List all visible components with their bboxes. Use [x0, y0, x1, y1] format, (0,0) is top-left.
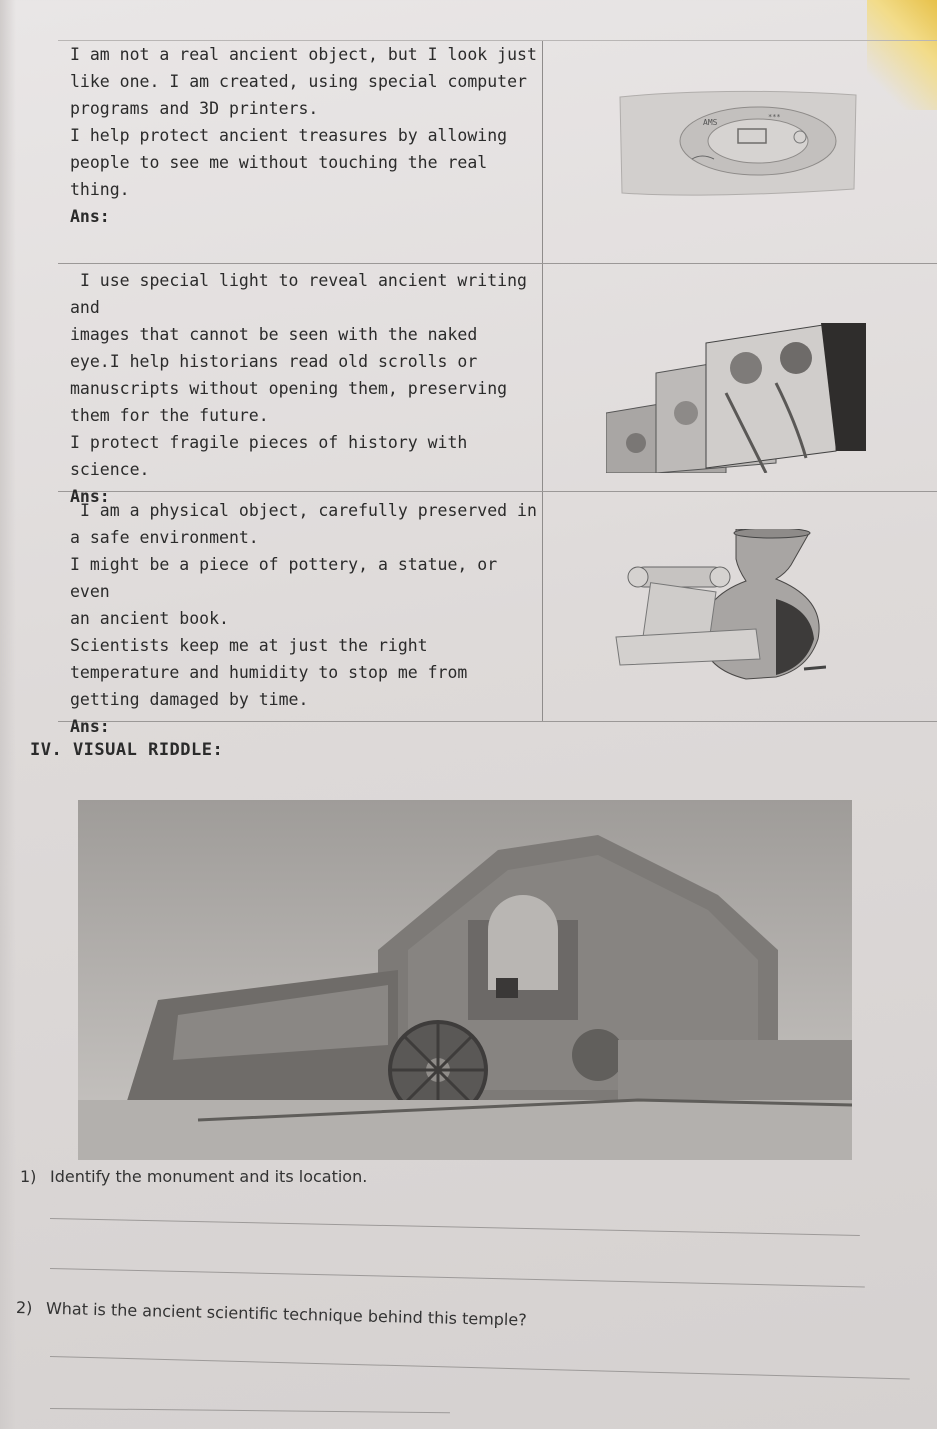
riddle-1-text: I am not a real ancient object, but I look just like one. I am created, using special computer programs and 3D printers. I help protect ancient treasures by allowing people to see me without touching the real thing. Ans: — [70, 45, 537, 226]
multispectral-imaging-illustration — [606, 323, 866, 473]
riddle-row-1 — [58, 41, 937, 264]
riddle-2-answer-label: Ans: — [70, 487, 110, 506]
question-1-text: Identify the monument and its location. — [50, 1167, 368, 1186]
riddle-row-3 — [58, 491, 937, 736]
section-heading: IV. VISUAL RIDDLE: — [30, 740, 224, 760]
question-2-number: 2) — [15, 1298, 33, 1318]
question-1 — [20, 1167, 367, 1186]
answer-line-3[interactable] — [50, 1356, 910, 1380]
svg-text:***: *** — [768, 113, 781, 121]
answer-line-4[interactable] — [50, 1408, 450, 1413]
riddle-3-text: I am a physical object, carefully preserved in a safe environment. I might be a piece of pottery, a statue, or even an ancient book. Scientists keep me at just the right temperature and humidity to stop me from getting damaged by time. Ans: — [70, 501, 537, 736]
riddle-2-text: I use special light to reveal ancient writing and images that cannot be seen with the naked eye.I help historians read old scrolls or manuscripts without opening them, preserving them for the future. I protect fragile pieces of history with science. Ans: — [70, 271, 527, 506]
riddle-3-answer-label: Ans: — [70, 717, 110, 736]
answer-line-1[interactable] — [50, 1218, 860, 1236]
page-edge — [0, 0, 16, 1429]
riddle-row-2 — [58, 263, 937, 506]
question-2 — [16, 1298, 527, 1329]
digital-replica-illustration — [618, 89, 858, 199]
svg-text:AMS: AMS — [703, 118, 718, 127]
riddle-1-answer-label: Ans: — [70, 207, 110, 226]
question-1-number: 1) — [20, 1167, 37, 1186]
question-2-text: What is the ancient scientific technique behind this temple? — [45, 1298, 527, 1330]
sun-temple-photo — [78, 800, 852, 1160]
artifacts-illustration — [586, 529, 826, 689]
answer-line-2[interactable] — [50, 1268, 865, 1287]
riddle-table — [58, 40, 937, 736]
